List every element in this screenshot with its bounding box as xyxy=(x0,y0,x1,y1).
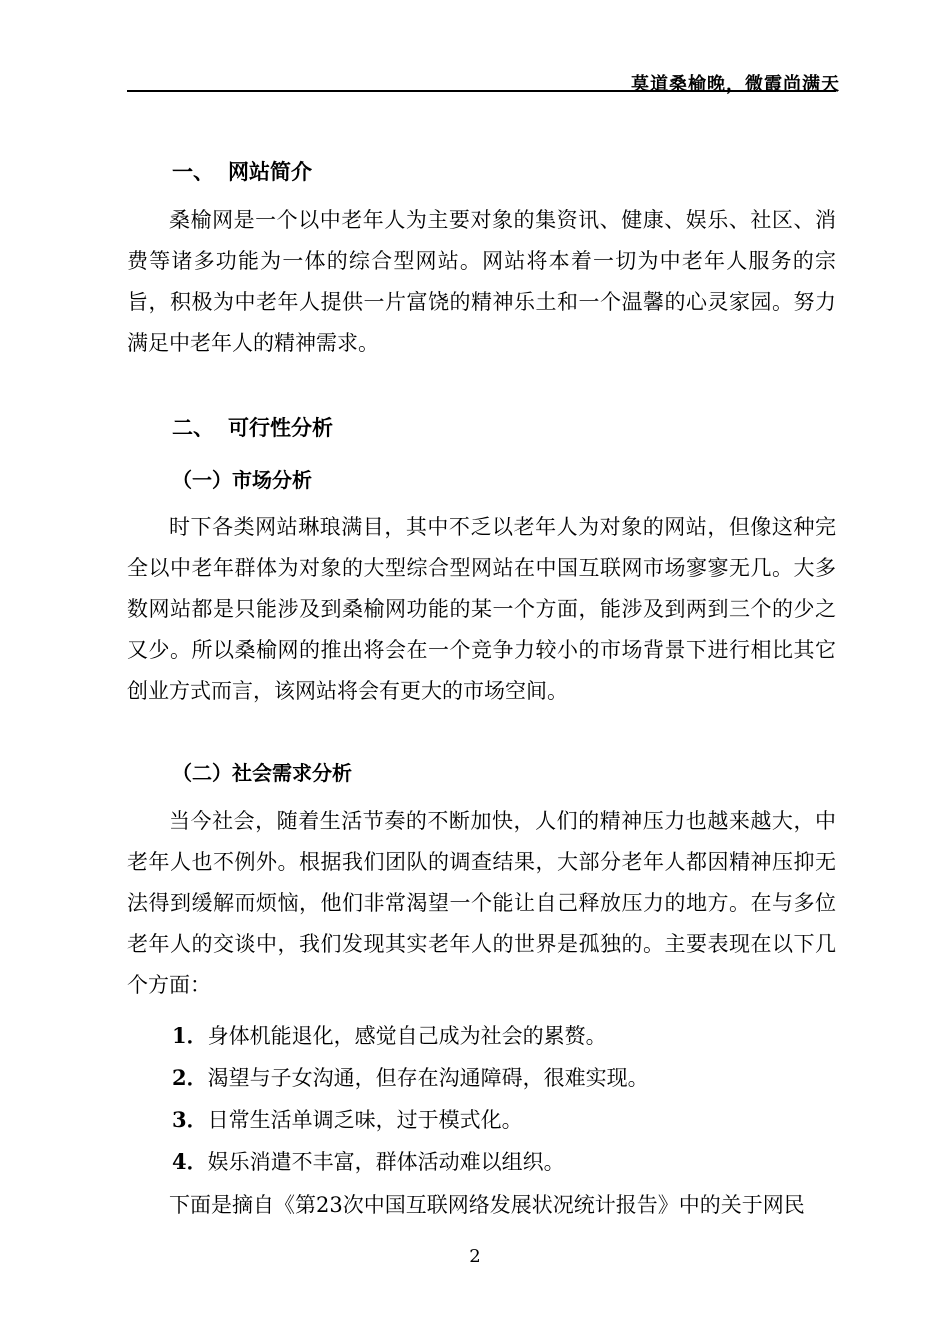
header-rule xyxy=(127,90,836,92)
section-title: 网站简介 xyxy=(228,159,312,184)
list-number: 3． xyxy=(172,1107,208,1132)
list-text: 身体机能退化，感觉自己成为社会的累赘。 xyxy=(207,1024,607,1048)
intro-paragraph: 桑榆网是一个以中老年人为主要对象的集资讯、健康、娱乐、社区、消费等诸多功能为一体的综合型网站。网站将本着一切为中老年人服务的宗旨，积极为中老年人提供一片富饶的精神乐土和一个温馨的心灵家园。努力满足中老年人的精神需求。 xyxy=(127,208,836,355)
list-item xyxy=(172,1020,607,1050)
list-item xyxy=(172,1104,523,1134)
page-number: 2 xyxy=(469,1246,481,1267)
section-number: 二、 xyxy=(172,415,214,440)
list-text: 娱乐消遣不丰富，群体活动难以组织。 xyxy=(207,1150,565,1174)
list-number: 1． xyxy=(172,1023,208,1048)
demand-paragraph: 当今社会，随着生活节奏的不断加快，人们的精神压力也越来越大，中老年人也不例外。根据我们团队的调查结果，大部分老年人都因精神压抑无法得到缓解而烦恼，他们非常渴望一个能让自己释放压力的地方。在与多位老年人的交谈中，我们发现其实老年人的世界是孤独的。主要表现在以下几个方面： xyxy=(127,809,836,997)
section-number: 一、 xyxy=(172,159,214,184)
market-paragraph: 时下各类网站琳琅满目，其中不乏以老年人为对象的网站，但像这种完全以中老年群体为对象的大型综合型网站在中国互联网市场寥寥无几。大多数网站都是只能涉及到桑榆网功能的某一个方面，能涉及到两到三个的少之又少。所以桑榆网的推出将会在一个竞争力较小的市场背景下进行相比其它创业方式而言，该网站将会有更大的市场空间。 xyxy=(127,515,836,703)
subsection-heading-market: （一）市场分析 xyxy=(172,468,312,492)
section-heading-1 xyxy=(172,156,312,186)
list-text: 日常生活单调乏味，过于模式化。 xyxy=(207,1108,523,1132)
section-heading-2 xyxy=(172,412,333,442)
list-number: 4． xyxy=(172,1149,208,1174)
closing-paragraph: 下面是摘自《第23次中国互联网络发展状况统计报告》中的关于网民 xyxy=(169,1193,805,1217)
list-text: 渴望与子女沟通，但存在沟通障碍，很难实现。 xyxy=(207,1066,649,1090)
list-item xyxy=(172,1146,565,1176)
list-item xyxy=(172,1062,649,1092)
subsection-heading-demand: （二）社会需求分析 xyxy=(172,761,352,785)
section-title: 可行性分析 xyxy=(228,415,333,440)
running-header: 莫道桑榆晚，微霞尚满天 xyxy=(631,74,840,95)
list-number: 2． xyxy=(172,1065,208,1090)
